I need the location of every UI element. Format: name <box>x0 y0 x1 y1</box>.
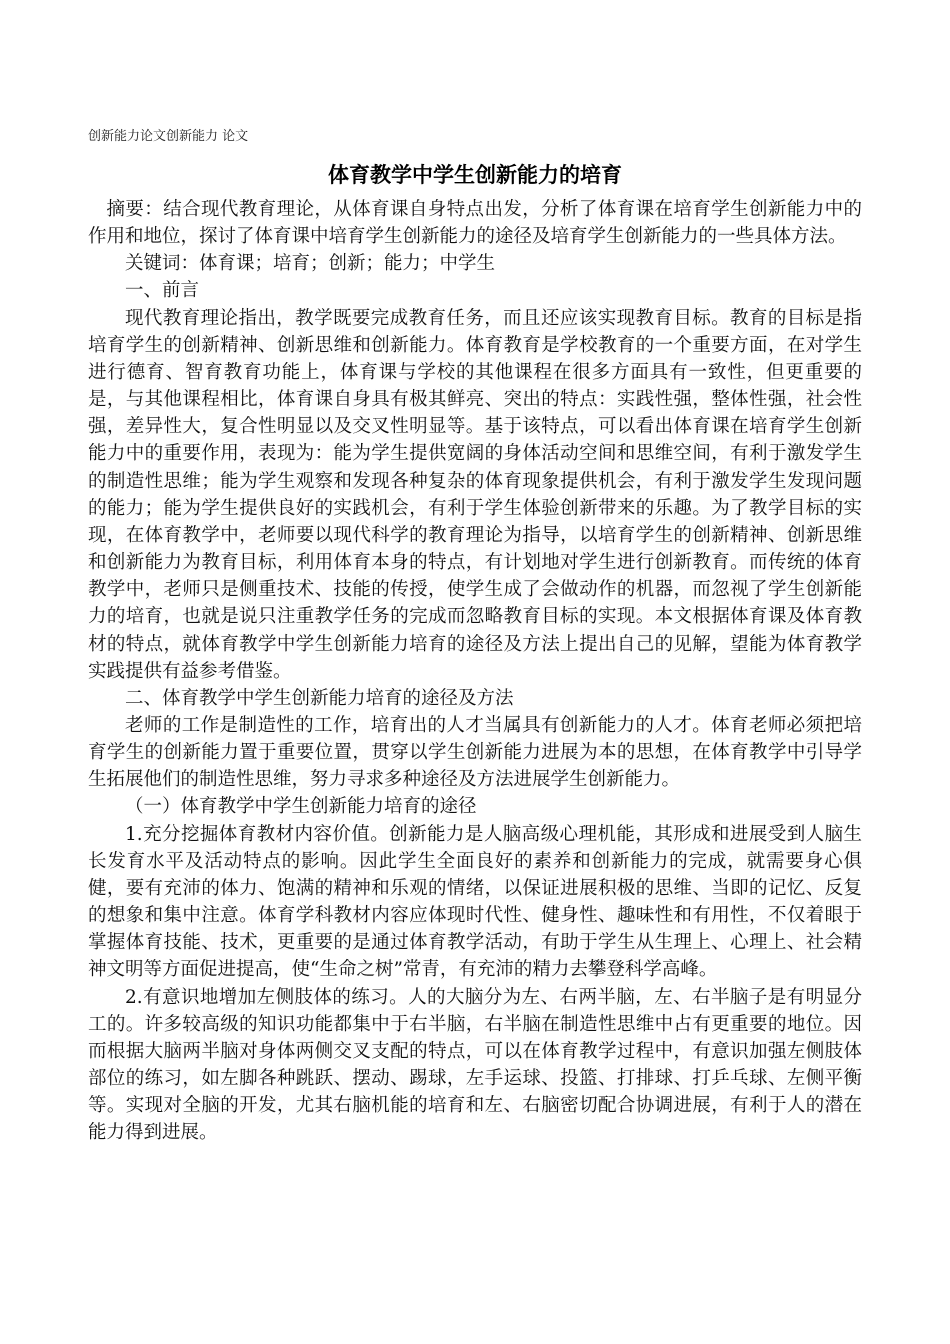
abstract-paragraph: 摘要：结合现代教育理论，从体育课自身特点出发，分析了体育课在培育学生创新能力中的作用和地位，探讨了体育课中培育学生创新能力的途径及培育学生创新能力的一些具体方法。 <box>88 199 862 248</box>
subsection-heading-approaches: （一）体育教学中学生创新能力培育的途径 <box>125 796 477 818</box>
section-heading-preface: 一、前言 <box>125 280 200 302</box>
header-note: 创新能力论文创新能力 论文 <box>88 129 249 144</box>
document-title: 体育教学中学生创新能力的培育 <box>328 163 622 187</box>
keywords-line: 关键词：体育课；培育；创新；能力；中学生 <box>125 253 496 275</box>
section-heading-methods: 二、体育教学中学生创新能力培育的途径及方法 <box>125 687 514 709</box>
list-item-1: 1.充分挖掘体育教材内容价值。创新能力是人脑高级心理机能，其形成和进展受到人脑生长发育水平及活动特点的影响。因此学生全面良好的素养和创新能力的完成，就需要身心俱健，要有充沛的体力、饱满的精神和乐观的情绪，以保证进展积极的思维、当即的记忆、反复的想象和集中注意。体育学科教材内容应体现时代性、健身性、趣味性和有用性，不仅着眼于掌握体育技能、技术，更重要的是通过体育教学活动，有助于学生从生理上、心理上、社会精神文明等方面促进提高，使“生命之树”常青，有充沛的精力去攀登科学高峰。 <box>88 823 862 981</box>
document-body <box>88 196 862 1146</box>
preface-paragraph: 现代教育理论指出，教学既要完成教育任务，而且还应该实现教育目标。教育的目标是指培育学生的创新精神、创新思维和创新能力。体育教育是学校教育的一个重要方面，在对学生进行德育、智育教育功能上，体育课与学校的其他课程在很多方面具有一致性，但更重要的是，与其他课程相比，体育课自身具有极其鲜亮、突出的特点：实践性强，整体性强，社会性强，差异性大，复合性明显以及交叉性明显等。基于该特点，可以看出体育课在培育学生创新能力中的重要作用，表现为：能为学生提供宽阔的身体活动空间和思维空间，有利于激发学生的制造性思维；能为学生观察和发现各种复杂的体育现象提供机会，有利于激发学生发现问题的能力；能为学生提供良好的实践机会，有利于学生体验创新带来的乐趣。为了教学目标的实现，在体育教学中，老师要以现代科学的教育理论为指导，以培育学生的创新精神、创新思维和创新能力为教育目标，利用体育本身的特点，有计划地对学生进行创新教育。而传统的体育教学中，老师只是侧重技术、技能的传授，使学生成了会做动作的机器，而忽视了学生创新能力的培育，也就是说只注重教学任务的完成而忽略教育目标的实现。本文根据体育课及体育教材的特点，就体育教学中学生创新能力培育的途径及方法上提出自己的见解，望能为体育教学实践提供有益参考借鉴。 <box>88 307 862 682</box>
methods-paragraph: 老师的工作是制造性的工作，培育出的人才当属具有创新能力的人才。体育老师必须把培育学生的创新能力置于重要位置，贯穿以学生创新能力进展为本的思想，在体育教学中引导学生拓展他们的制造性思维，努力寻求多种途径及方法进展学生创新能力。 <box>88 714 862 791</box>
list-item-2: 2.有意识地增加左侧肢体的练习。人的大脑分为左、右两半脑，左、右半脑子是有明显分工的。许多较高级的知识功能都集中于右半脑，右半脑在制造性思维中占有更重要的地位。因而根据大脑两半脑对身体两侧交叉支配的特点，可以在体育教学过程中，有意识加强左侧肢体部位的练习，如左脚各种跳跃、摆动、踢球，左手运球、投篮、打排球、打乒乓球、左侧平衡等。实现对全脑的开发，尤其右脑机能的培育和左、右脑密切配合协调进展，有利于人的潜在能力得到进展。 <box>88 986 862 1144</box>
